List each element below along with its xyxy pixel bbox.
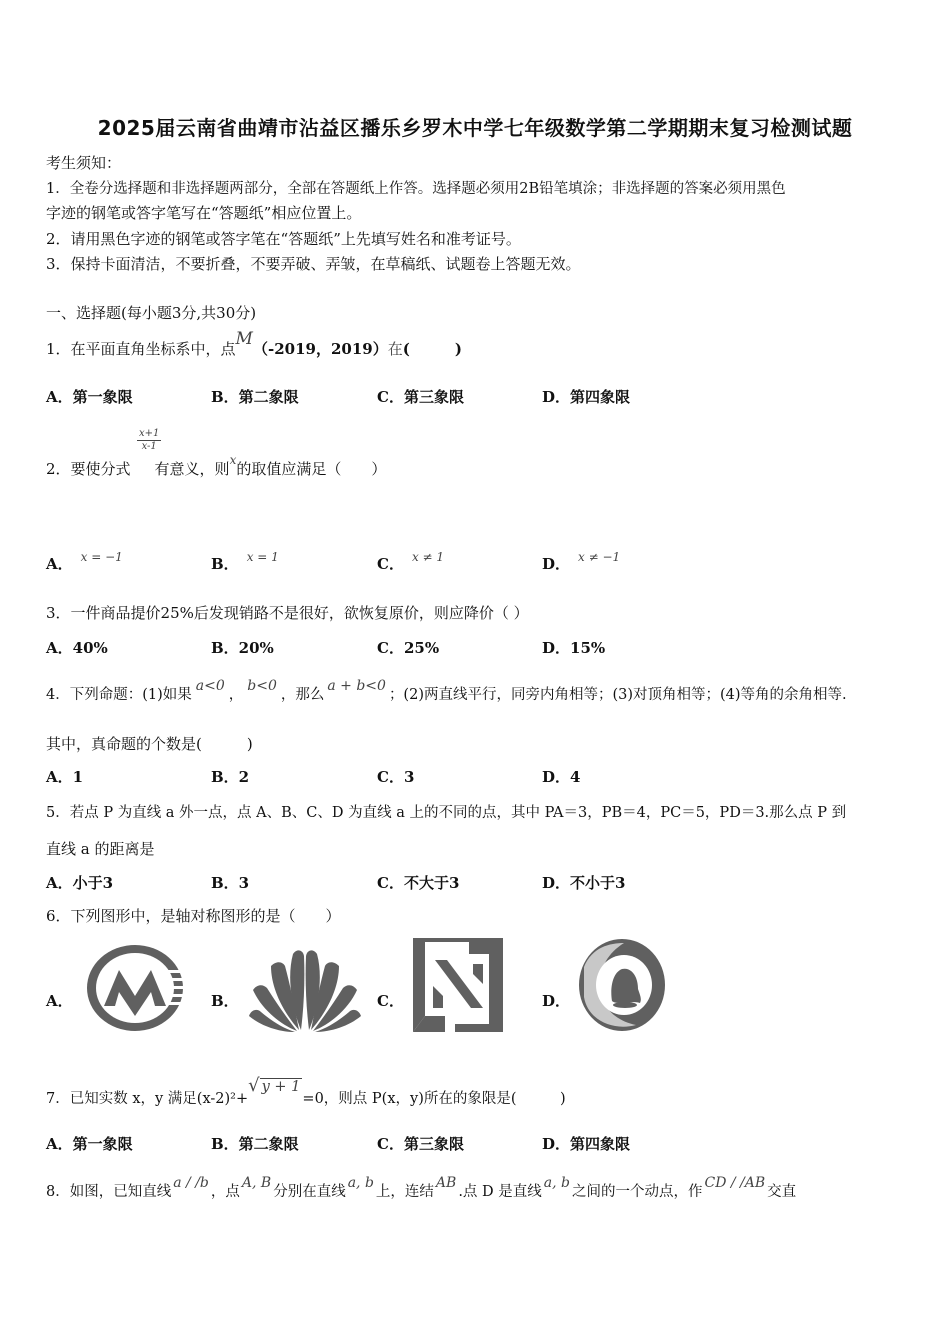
- q4-option-a[interactable]: A．1: [46, 768, 84, 786]
- question-1: [46, 329, 462, 359]
- q7-option-c[interactable]: C．第三象限: [377, 1135, 464, 1153]
- q7-prefix: 7．已知实数 x，y 满足(x-2)²+: [46, 1091, 249, 1107]
- q7-option-a[interactable]: A．第一象限: [46, 1135, 133, 1153]
- q2-option-a-label: A．: [46, 555, 73, 573]
- q2-option-d-math: x ≠ −1: [578, 550, 621, 564]
- q2-option-a[interactable]: [46, 550, 123, 574]
- notice-item-1a: 1．全卷分选择题和非选择题两部分，全部在答题纸上作答。选择题必须用2B铅笔填涂；非选择题的答案必须用黑色: [46, 181, 786, 197]
- q2-option-b-label: B．: [211, 555, 239, 573]
- q1-option-a[interactable]: A．第一象限: [46, 388, 133, 406]
- q3-option-a[interactable]: A．40%: [46, 639, 108, 657]
- q8-part-6: 之间的一个动点，作: [572, 1184, 703, 1200]
- q7-option-d[interactable]: D．第四象限: [542, 1135, 631, 1153]
- q4-option-b[interactable]: B．2: [211, 768, 250, 786]
- q2-option-d[interactable]: [542, 550, 621, 574]
- q5-option-a[interactable]: A．小于3: [46, 874, 114, 892]
- q4-option-c[interactable]: C．3: [377, 768, 415, 786]
- q3-option-b[interactable]: B．20%: [211, 639, 274, 657]
- q2-option-b-math: x = 1: [246, 550, 279, 564]
- q7-option-b[interactable]: B．第二象限: [211, 1135, 299, 1153]
- q6-option-b-label[interactable]: B．: [211, 992, 239, 1010]
- q4-math-2: b<0: [247, 678, 277, 694]
- q2-fraction: [137, 428, 161, 453]
- q2-option-c-label: C．: [377, 555, 404, 573]
- q2-frac-den: x-1: [141, 441, 157, 452]
- notice-item-1b: 字迹的钢笔或答字笔写在“答题纸”相应位置上。: [46, 204, 362, 222]
- q7-sqrt: √ y + 1: [248, 1075, 301, 1096]
- q2-suffix: 的取值应满足（ ）: [236, 460, 387, 478]
- q8-part-3: 分别在直线: [273, 1184, 346, 1200]
- q4-prefix: 4．下列命题：(1)如果: [46, 687, 192, 703]
- question-7: [46, 1075, 566, 1108]
- q8-part-7: 交直: [767, 1184, 797, 1200]
- q4-math-1: a<0: [195, 678, 225, 694]
- notice-heading: 考生须知：: [46, 154, 122, 172]
- q8-math-5: a, b: [543, 1175, 570, 1191]
- q1-option-d[interactable]: D．第四象限: [542, 388, 631, 406]
- q2-prefix: 2．要使分式: [46, 460, 131, 478]
- q4-math-3: a + b<0: [327, 678, 386, 694]
- question-3: 3．一件商品提价25%后发现销路不是很好，欲恢复原价，则应降价（ ）: [46, 604, 529, 622]
- q5-option-d[interactable]: D．不小于3: [542, 874, 626, 892]
- q8-part-1: 8．如图，已知直线: [46, 1184, 172, 1200]
- q6-option-a-label[interactable]: A．: [46, 992, 73, 1010]
- q2-frac-num: x+1: [139, 428, 160, 439]
- q1-option-b[interactable]: B．第二象限: [211, 388, 299, 406]
- q4-line-2: 其中，真命题的个数是( ): [46, 735, 253, 753]
- q8-part-5: .点 D 是直线: [458, 1184, 542, 1200]
- huawei-logo-icon[interactable]: [247, 946, 363, 1034]
- q2-option-c-math: x ≠ 1: [411, 550, 445, 564]
- q8-math-1: a / /b: [173, 1175, 209, 1191]
- q2-option-d-label: D．: [542, 555, 571, 573]
- q2-var: x: [229, 453, 237, 467]
- q2-mid: 有意义，则: [154, 460, 230, 478]
- q3-option-c[interactable]: C．25%: [377, 639, 440, 657]
- question-5-line-2: 直线 a 的距离是: [46, 840, 155, 858]
- section-heading: 一、选择题(每小题3分,共30分): [46, 304, 257, 322]
- q8-math-3: a, b: [347, 1175, 374, 1191]
- q4-option-d[interactable]: D．4: [542, 768, 581, 786]
- q4-suffix: ；(2)两直线平行，同旁内角相等；(3)对顶角相等；(4)等角的余角相等.: [388, 687, 847, 703]
- q1-mid: 在: [387, 340, 403, 358]
- q8-math-2: A, B: [241, 1175, 272, 1191]
- question-2: [46, 453, 387, 479]
- notice-item-2: 2．请用黑色字迹的钢笔或答字笔在“答题纸”上先填写姓名和准考证号。: [46, 230, 521, 248]
- q6-option-c-label[interactable]: C．: [377, 992, 404, 1010]
- notice-item-3: 3．保持卡面清洁，不要折叠，不要弄破、弄皱，在草稿纸、试题卷上答题无效。: [46, 255, 581, 273]
- q8-part-2: ，点: [210, 1184, 240, 1200]
- q5-option-b[interactable]: B．3: [211, 874, 250, 892]
- q8-math-6: CD / /AB: [704, 1175, 766, 1191]
- q4-mid: ，那么: [280, 687, 325, 703]
- q1-suffix: ( ): [402, 340, 462, 358]
- q8-part-4: 上，连结: [375, 1184, 434, 1200]
- metro-logo-icon[interactable]: [86, 944, 184, 1032]
- penguin-logo-icon[interactable]: [578, 937, 666, 1033]
- q2-option-b[interactable]: [211, 550, 279, 574]
- question-6: 6．下列图形中，是轴对称图形的是（ ）: [46, 907, 341, 925]
- q4-sep: ，: [228, 687, 244, 703]
- q2-option-c[interactable]: [377, 550, 445, 574]
- q2-option-a-math: x = −1: [80, 550, 123, 564]
- q8-math-4: AB: [435, 1175, 457, 1191]
- q1-option-c[interactable]: C．第三象限: [377, 388, 464, 406]
- q1-prefix: 1．在平面直角坐标系中，点: [46, 340, 236, 358]
- square-logo-icon[interactable]: [411, 938, 503, 1032]
- q6-option-d-label[interactable]: D．: [542, 992, 571, 1010]
- q7-radicand: y + 1: [261, 1079, 301, 1095]
- q5-option-c[interactable]: C．不大于3: [377, 874, 460, 892]
- page-title: 2025届云南省曲靖市沾益区播乐乡罗木中学七年级数学第二学期期末复习检测试题: [97, 116, 853, 140]
- q1-var: M: [235, 329, 253, 349]
- question-8: [46, 1175, 797, 1201]
- question-5-line-1: 5．若点 P 为直线 a 外一点，点 A、B、C、D 为直线 a 上的不同的点，其中 PA＝3，PB＝4，PC＝5，PD＝3.那么点 P 到: [46, 805, 847, 821]
- q7-suffix: =0，则点 P(x，y)所在的象限是( ): [302, 1091, 566, 1107]
- question-4: [46, 678, 847, 704]
- q1-coord: （-2019，2019）: [252, 340, 388, 358]
- q3-option-d[interactable]: D．15%: [542, 639, 606, 657]
